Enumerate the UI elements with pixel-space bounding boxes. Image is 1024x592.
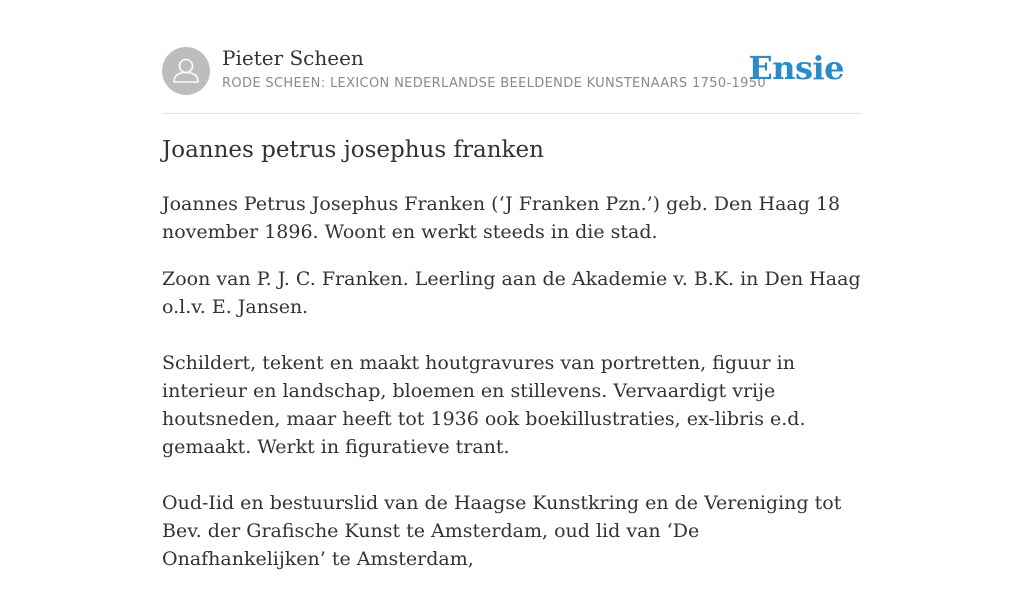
article-paragraph: Joannes Petrus Josephus Franken (‘J Franken Pzn.’) geb. Den Haag 18 november 1896. Woont en werkt steeds in die stad. xyxy=(162,193,841,243)
article-header xyxy=(162,45,862,97)
page-title: Joannes petrus josephus franken xyxy=(162,137,544,163)
article-paragraph: Zoon van P. J. C. Franken. Leerling aan de Akademie v. B.K. in Den Haag o.l.v. E. Jansen. Schildert, tekent en maakt houtgravures van portretten, figuur in interieur en landschap, bloemen en stillevens. Vervaardigt vrije houtsneden, maar heeft tot 1936 ook boekillustraties, ex-libris e.d. gemaakt. Werkt in figuratieve trant. Oud-Iid en bestuurslid van de Haagse Kunstkring en de Vereniging tot Bev. der Grafische Kunst te Amsterdam, oud lid van ‘De Onafhankelijken’ te Amsterdam, xyxy=(162,268,861,570)
user-silhouette-icon xyxy=(162,47,210,95)
source-label[interactable]: RODE SCHEEN: LEXICON NEDERLANDSE BEELDENDE KUNSTENAARS 1750-1950 xyxy=(222,76,766,91)
article-page xyxy=(162,0,862,570)
article-body xyxy=(162,190,862,592)
brand-logo[interactable]: Ensie xyxy=(748,49,844,87)
avatar[interactable] xyxy=(162,47,210,95)
author-name[interactable]: Pieter Scheen xyxy=(222,46,364,70)
header-divider xyxy=(162,113,862,114)
